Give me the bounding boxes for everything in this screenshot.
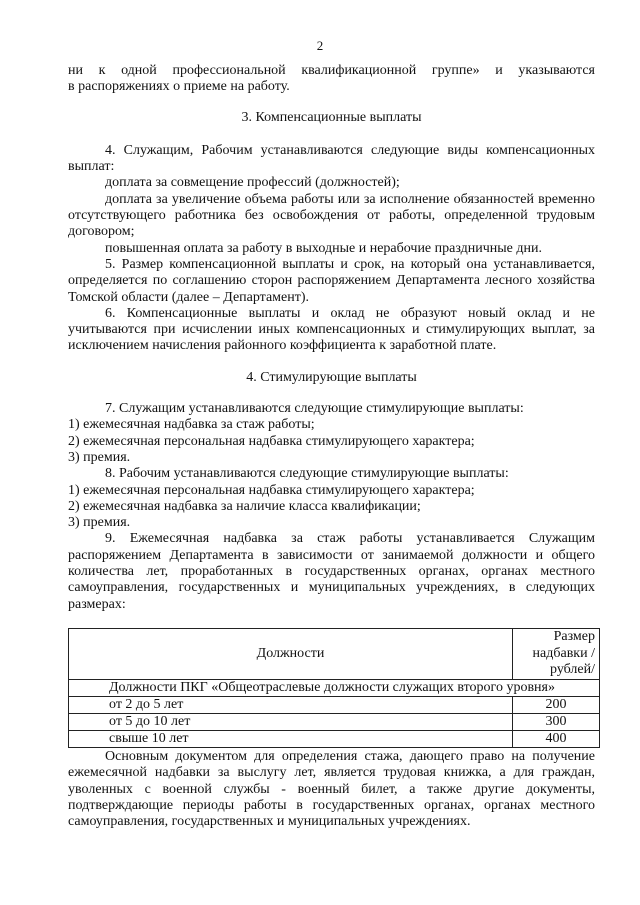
section-4-heading: 4. Стимулирующие выплаты (246, 369, 417, 385)
p8-item-3: 3) премия. (68, 515, 131, 531)
header-amount: Размер надбавки /рублей/ (513, 628, 600, 679)
table-group-row (69, 679, 600, 696)
paragraph-7: 7. Служащим устанавливаются следующие стимулирующие выплаты: (105, 401, 524, 417)
table-row (69, 730, 600, 747)
page-number: 2 (316, 38, 324, 53)
table-header-row (69, 628, 600, 679)
group-label: Должности ПКГ «Общеотраслевые должности служащих второго уровня» (69, 679, 600, 696)
comp-item-3: повышенная оплата за работу в выходные и нерабочие праздничные дни. (105, 240, 543, 256)
comp-item-1: доплата за совмещение профессий (должностей); (105, 175, 400, 191)
comp-item-2: доплата за увеличение объема работы или за исполнение обязанностей временно отсутствующего работника без освобождения от работы, определенной трудовым договором; (68, 191, 595, 240)
header-position: Должности (69, 628, 513, 679)
row-value: 300 (513, 713, 600, 730)
p8-item-2: 2) ежемесячная надбавка за наличие класса квалификации; (68, 498, 421, 514)
row-label: от 5 до 10 лет (69, 713, 513, 730)
p7-item-1: 1) ежемесячная надбавка за стаж работы; (68, 417, 315, 433)
intro-line-1: ни к одной профессиональной квалификационной группе» и указываются (68, 63, 595, 78)
intro-line-2: в распоряжениях о приеме на работу. (68, 79, 290, 95)
row-value: 400 (513, 730, 600, 747)
paragraph-5: 5. Размер компенсационной выплаты и срок, на который она устанавливается, определяется по соглашению сторон распоряжением Департамента лесного хозяйства Томской области (далее – Департамент). (68, 256, 595, 305)
paragraph-9: 9. Ежемесячная надбавка за стаж работы устанавливается Служащим распоряжением Департамента в зависимости от занимаемой должности и общего количества лет, проработанных в государственных органах, органах местного самоуправления, государственных и муниципальных учреждениях, в следующих размерах: (68, 531, 595, 612)
paragraph-6: 6. Компенсационные выплаты и оклад не образуют новый оклад и не учитываются при исчислении иных компенсационных и стимулирующих выплат, за исключением начисления районного коэффициента к заработной плате. (68, 305, 595, 354)
paragraph-4: 4. Служащим, Рабочим устанавливаются следующие виды компенсационных выплат: (68, 142, 595, 175)
section-3-heading: 3. Компенсационные выплаты (241, 109, 422, 125)
closing-paragraph: Основным документом для определения стажа, дающего право на получение ежемесячной надбавки за выслугу лет, является трудовая книжка, а для граждан, уволенных с военной службы - военный билет, а также другие документы, подтверждающие периоды работы в государственных органах, органах местного самоуправления, государственных и муниципальных учреждениях. (68, 748, 595, 830)
p7-item-3: 3) премия. (68, 449, 131, 465)
row-label: свыше 10 лет (69, 730, 513, 747)
table-row (69, 713, 600, 730)
table-row (69, 696, 600, 713)
document-body (68, 63, 595, 830)
seniority-bonus-table (68, 628, 600, 748)
p8-item-1: 1) ежемесячная персональная надбавка стимулирующего характера; (68, 482, 475, 498)
row-label: от 2 до 5 лет (69, 696, 513, 713)
p7-item-2: 2) ежемесячная персональная надбавка стимулирующего характера; (68, 433, 475, 449)
paragraph-8: 8. Рабочим устанавливаются следующие стимулирующие выплаты: (105, 466, 509, 482)
row-value: 200 (513, 696, 600, 713)
